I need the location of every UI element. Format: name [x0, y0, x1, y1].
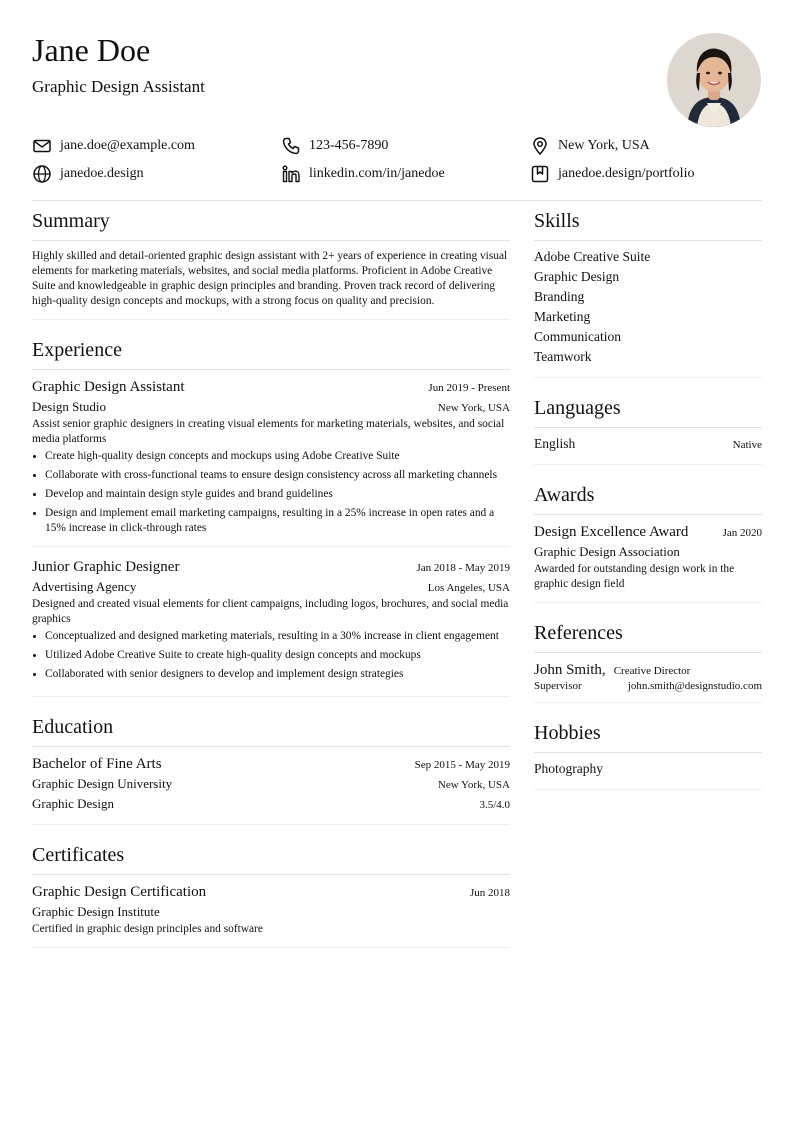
skill-item: Adobe Creative Suite: [534, 249, 651, 264]
languages-section: [534, 395, 762, 465]
summary-title: Summary: [32, 208, 510, 241]
education-title: Education: [32, 714, 510, 747]
reference-email[interactable]: john.smith@designstudio.com: [627, 680, 762, 692]
reference-position: Creative Director: [613, 665, 691, 677]
skill-item: Teamwork: [534, 349, 592, 364]
bookmark-icon: [530, 164, 550, 184]
skill-item: Graphic Design: [534, 269, 620, 284]
job-dates: Jun 2019 - Present: [428, 382, 510, 394]
school-name: Graphic Design University: [32, 776, 173, 791]
map-pin-icon: [530, 136, 550, 156]
education-section: [32, 714, 510, 825]
job-company: Design Studio: [32, 399, 107, 414]
hobby-item: Photography: [534, 761, 603, 776]
portfolio-text: janedoe.design/portfolio: [558, 166, 695, 181]
job-bullet: • Collaborate with cross-functional teams to ensure design consistency across all marketing channels: [45, 468, 510, 483]
job-dates: Jan 2018 - May 2019: [416, 562, 510, 574]
experience-item: [32, 546, 510, 682]
summary-text: Highly skilled and detail-oriented graphic design assistant with 2+ years of experience in creating visual elements for marketing materials, websites, and social media platforms. Proficient in Adobe Creative Suite and knowledgeable in graphic design principles and branding. Proven track record of delivering high-quality design concepts and mockups, with a strong focus on quality and precision.: [32, 250, 508, 307]
job-role: Graphic Design Assistant: [32, 379, 185, 395]
gpa-value: 3.5/4.0: [479, 799, 510, 811]
education-dates: Sep 2015 - May 2019: [414, 759, 510, 771]
certificate-issuer: Graphic Design Institute: [32, 904, 160, 919]
job-location: New York, USA: [437, 402, 510, 414]
certificate-description: Certified in graphic design principles and software: [32, 923, 263, 935]
job-location: Los Angeles, USA: [427, 582, 510, 594]
globe-icon: [32, 164, 52, 184]
job-bullet: • Design and implement email marketing campaigns, resulting in a 25% increase in open rates and a 15% increase in click-through rates: [45, 506, 510, 536]
award-issuer: Graphic Design Association: [534, 544, 680, 559]
degree-name: Bachelor of Fine Arts: [32, 756, 162, 772]
summary-section: [32, 208, 510, 320]
job-description: Designed and created visual elements for client campaigns, including logos, brochures, and social media graphics: [32, 598, 509, 625]
website-text: janedoe.design: [60, 166, 144, 181]
reference-relation: Supervisor: [534, 680, 582, 692]
contact-location: [530, 135, 650, 157]
location-text: New York, USA: [558, 138, 650, 153]
job-bullet: • Develop and maintain design style guides and brand guidelines: [45, 487, 510, 502]
references-title: References: [534, 620, 762, 653]
skills-section: [534, 208, 762, 378]
references-section: [534, 620, 762, 703]
header-divider: [32, 200, 762, 201]
language-name: English: [534, 436, 576, 451]
skill-item: Communication: [534, 329, 621, 344]
award-date: Jan 2020: [722, 527, 762, 539]
skills-title: Skills: [534, 208, 762, 241]
award-name: Design Excellence Award: [534, 524, 689, 540]
reference-name: John Smith,: [534, 662, 606, 678]
contact-email[interactable]: [32, 135, 195, 157]
language-level: Native: [732, 439, 762, 451]
job-bullet: • Collaborated with senior designers to develop and implement design strategies: [45, 667, 510, 682]
job-bullets: [32, 449, 510, 536]
hobbies-section: [534, 720, 762, 790]
awards-title: Awards: [534, 482, 762, 515]
contact-website[interactable]: [32, 163, 144, 185]
job-company: Advertising Agency: [32, 579, 137, 594]
languages-title: Languages: [534, 395, 762, 428]
certificate-name: Graphic Design Certification: [32, 884, 207, 900]
contact-phone[interactable]: [281, 135, 388, 157]
job-bullet: • Conceptualized and designed marketing materials, resulting in a 30% increase in client engagement: [45, 629, 510, 644]
mail-icon: [32, 136, 52, 156]
job-bullet: • Create high-quality design concepts and mockups using Adobe Creative Suite: [45, 449, 510, 464]
experience-title: Experience: [32, 337, 510, 370]
skill-item: Marketing: [534, 309, 591, 324]
portrait-image: [667, 33, 761, 127]
hobbies-title: Hobbies: [534, 720, 762, 753]
linkedin-icon: [281, 164, 301, 184]
awards-section: [534, 482, 762, 603]
study-field: Graphic Design: [32, 796, 114, 811]
skill-item: Branding: [534, 289, 585, 304]
certificates-title: Certificates: [32, 842, 510, 875]
experience-item: [32, 377, 510, 536]
right-column: [534, 208, 762, 807]
left-column: [32, 208, 510, 965]
profile-photo: [667, 33, 761, 127]
contact-portfolio[interactable]: [530, 163, 694, 185]
candidate-name: Jane Doe: [32, 32, 151, 68]
phone-text: 123-456-7890: [309, 138, 389, 153]
phone-icon: [281, 136, 301, 156]
contact-linkedin[interactable]: [281, 163, 445, 185]
award-description: Awarded for outstanding design work in the graphic design field: [534, 563, 735, 590]
job-description: Assist senior graphic designers in creating visual elements for marketing materials, websites, and social media platforms: [32, 418, 505, 445]
certificate-date: Jun 2018: [469, 887, 510, 899]
email-text: jane.doe@example.com: [60, 138, 195, 153]
candidate-title: Graphic Design Assistant: [32, 77, 205, 96]
experience-section: [32, 337, 510, 697]
linkedin-text: linkedin.com/in/janedoe: [309, 166, 445, 181]
job-bullet: • Utilized Adobe Creative Suite to create high-quality design concepts and mockups: [45, 648, 510, 663]
job-bullets: [32, 629, 510, 682]
school-location: New York, USA: [437, 779, 510, 791]
job-role: Junior Graphic Designer: [32, 559, 180, 575]
certificates-section: [32, 842, 510, 948]
